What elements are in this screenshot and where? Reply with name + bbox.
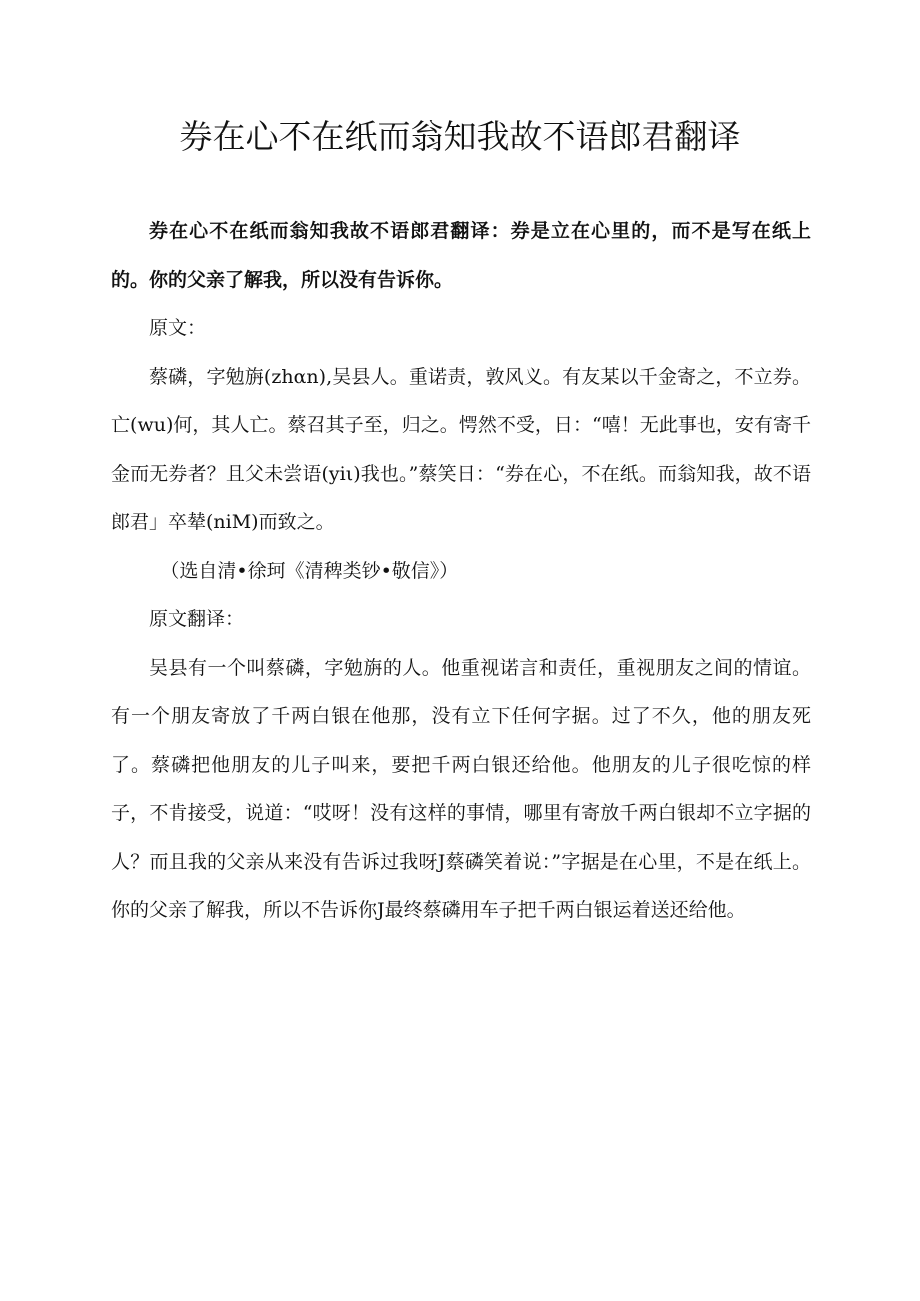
translation-heading: 原文翻译： — [149, 608, 245, 630]
translation-text-paragraph: 吴县有一个叫蔡磷，字勉旃的人。他重视诺言和责任，重视朋友之间的情谊。有一个朋友寄放了千两白银在他那，没有立下任何字据。过了不久，他的朋友死了。蔡磷把他朋友的儿子叫来，要把千两白银还给他。他朋友的儿子很吃惊的样子，不肯接受，说道：“哎呀！没有这样的事情，哪里有寄放千两白银却不立字据的人？而且我的父亲从来没有告诉过我呀J蔡磷笑着说：”字据是在心里，不是在纸上。你的父亲了解我，所以不告诉你J最终蔡磷用车子把千两白银运着送还给他。 — [111, 656, 811, 921]
document-title: 券在心不在纸而翁知我故不语郎君翻译 — [179, 117, 741, 156]
original-heading: 原文： — [149, 317, 207, 339]
original-text-paragraph: 蔡磷，字勉旃(zhαn),吴县人。重诺责，敦风义。有友某以千金寄之，不立券。亡(wu)何，其人亡。蔡召其子至，归之。愕然不受，日：“嘻！无此事也，安有寄千金而无券者？且父未尝语(yiι)我也。”蔡笑日：“券在心，不在纸。而翁知我，故不语郎君」卒辇(niM)而致之。 — [111, 365, 811, 533]
document-body — [111, 207, 811, 935]
source-citation: （选自清•徐珂《清稗类钞•敬信》） — [160, 559, 459, 582]
summary-paragraph: 券在心不在纸而翁知我故不语郎君翻译：券是立在心里的，而不是写在纸上的。你的父亲了解我，所以没有告诉你。 — [111, 220, 811, 291]
